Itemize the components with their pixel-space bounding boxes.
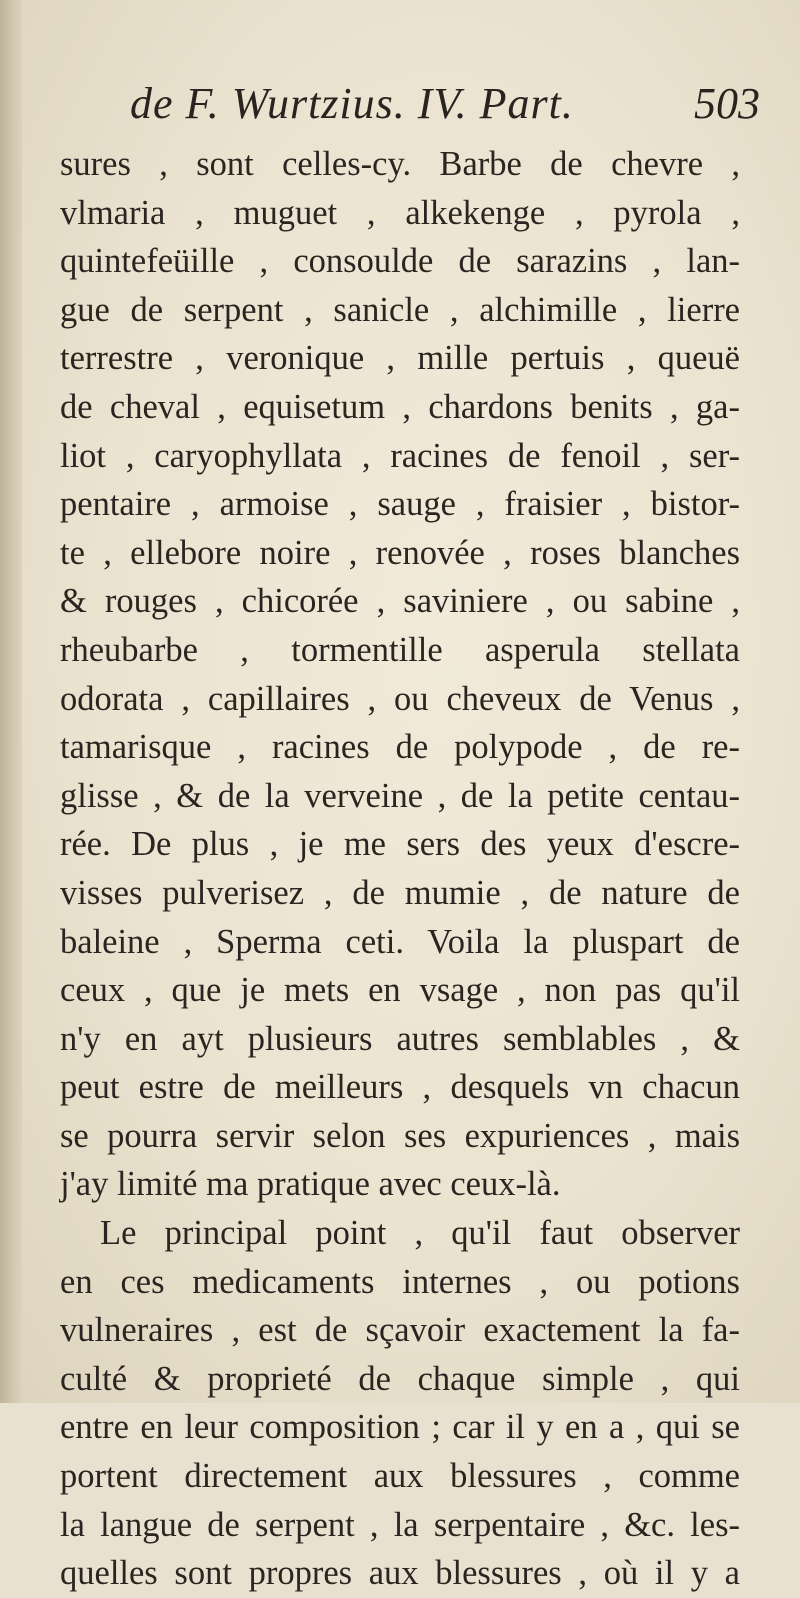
text-line: pentaire , armoise , sauge , fraisier , bistor- [60,485,740,524]
text-line: & rouges , chicorée , saviniere , ou sabine , [60,582,740,621]
page-number: 503 [694,79,760,128]
text-line: rée. De plus , je me sers des yeux d'escre- [60,825,740,864]
text-line: de cheval , equisetum , chardons benits , ga- [60,387,740,426]
text-line: culté & proprieté de chaque simple , qui [60,1359,740,1398]
text-line: glisse , & de la verveine , de la petite centau- [60,776,740,815]
text-line: la langue de serpent , la serpentaire , &c. les- [60,1505,740,1544]
text-line: quelles sont propres aux blessures , où il y a [60,1554,740,1593]
text-line: entre en leur composition ; car il y en a , qui se [60,1408,740,1447]
body-text [60,140,740,1598]
text-line: baleine , Sperma ceti. Voila la pluspart de [60,922,740,961]
text-line: vulneraires , est de sçavoir exactement la fa- [60,1311,740,1350]
text-line: liot , caryophyllata , racines de fenoil , ser- [60,436,740,475]
text-line: portent directement aux blessures , comme [60,1457,740,1496]
text-line: peut estre de meilleurs , desquels vn chacun [60,1068,740,1107]
text-line: tamarisque , racines de polypode , de re- [60,728,740,767]
text-line: gue de serpent , sanicle , alchimille , lierre [60,290,740,329]
text-line: se pourra servir selon ses expuriences , mais [60,1116,740,1155]
text-line: ceux , que je mets en vsage , non pas qu'il [60,971,740,1010]
text-line: n'y en ayt plusieurs autres semblables , & [60,1019,740,1058]
page-header [130,78,770,146]
text-line: sures , sont celles-cy. Barbe de chevre , [60,145,740,183]
text-line: visses pulverisez , de mumie , de nature de [60,873,740,912]
text-line: quintefeüille , consoulde de sarazins , lan- [60,242,740,281]
text-line: odorata , capillaires , ou cheveux de Venus , [60,679,740,718]
text-line: rheubarbe , tormentille asperula stellata [60,630,740,669]
running-head: de F. Wurtzius. IV. Part. [130,79,574,128]
text-line: j'ay limité ma pratique avec ceux-là. [60,1165,561,1204]
text-line: terrestre , veronique , mille pertuis , queuë [60,339,740,378]
text-line: te , ellebore noire , renovée , roses blanches [60,533,740,572]
text-line: en ces medicaments internes , ou potions [60,1262,740,1301]
text-line: Le principal point , qu'il faut observer [100,1214,740,1253]
text-line: vlmaria , muguet , alkekenge , pyrola , [60,193,740,232]
